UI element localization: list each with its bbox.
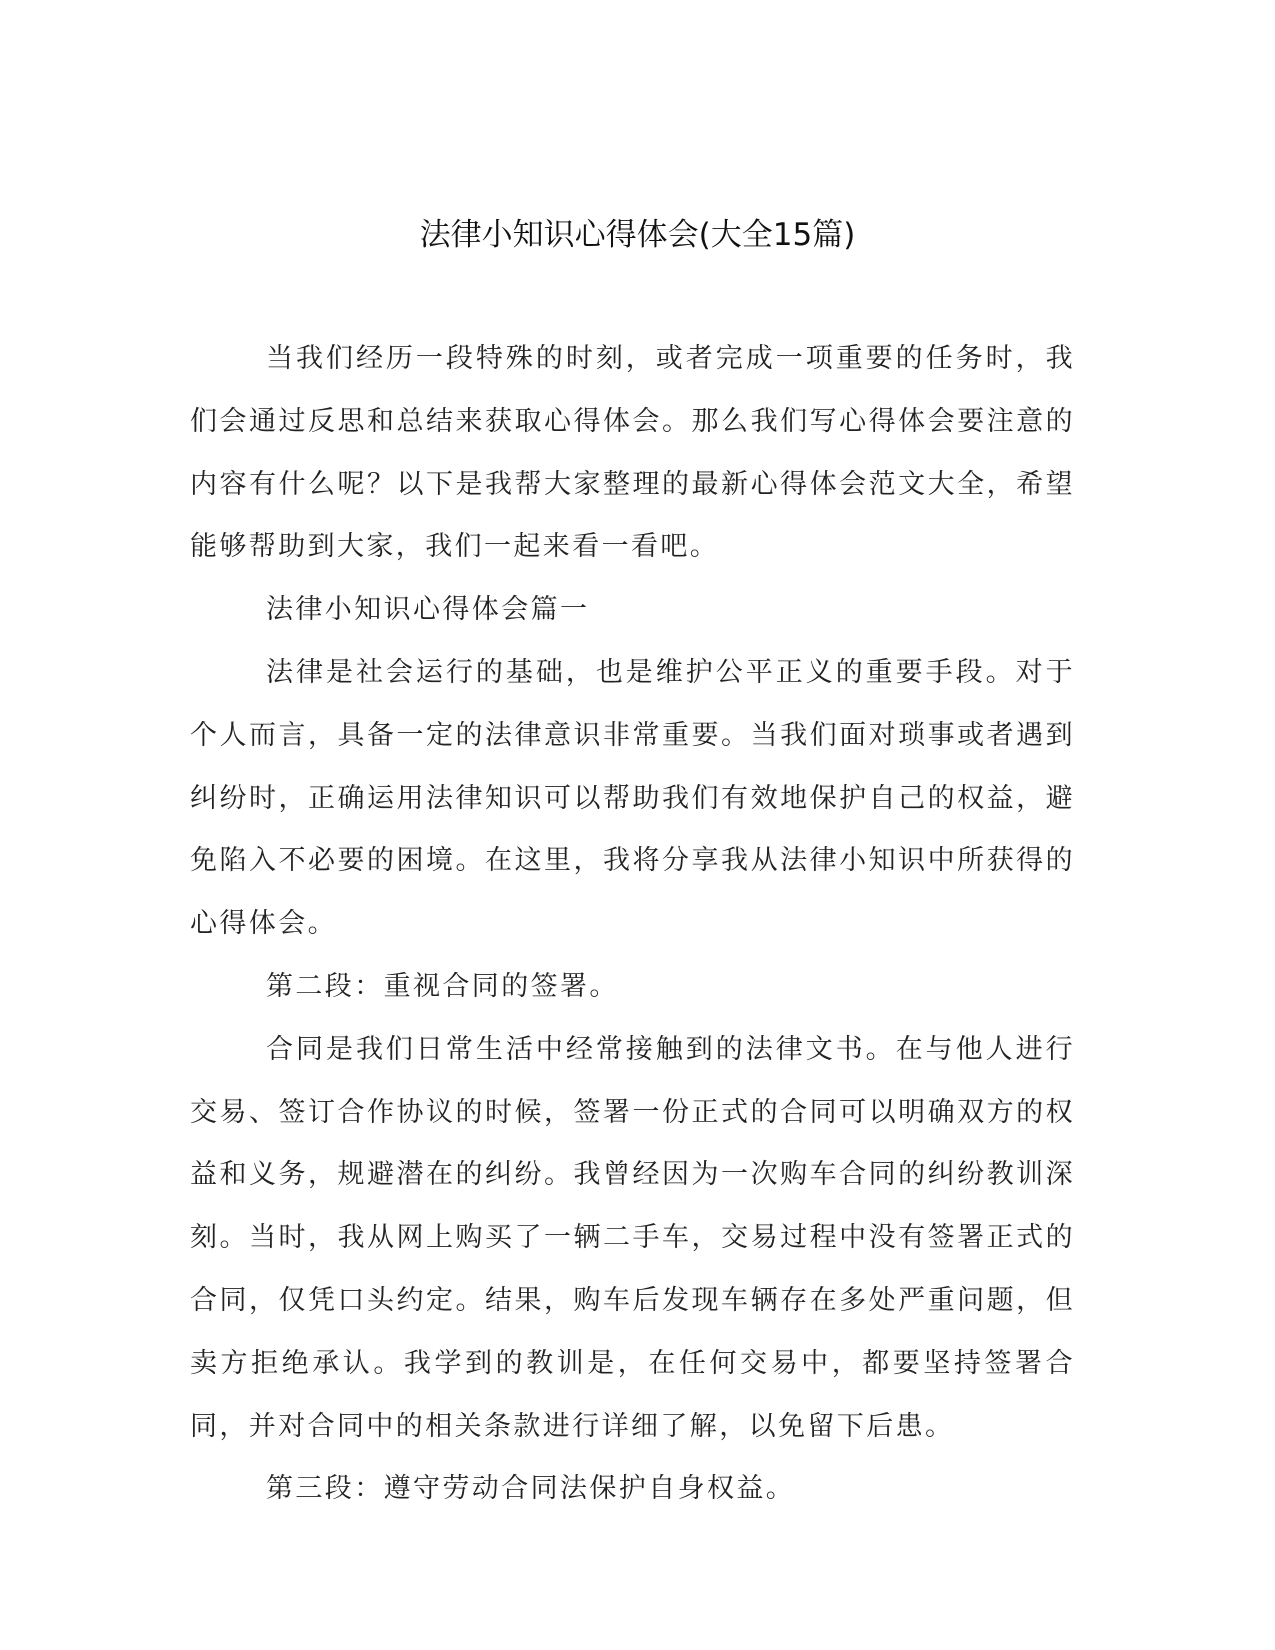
document-body xyxy=(190,328,1075,1521)
section-heading-third: 第三段：遵守劳动合同法保护自身权益。 xyxy=(266,1473,796,1505)
section-heading-part-one: 法律小知识心得体会篇一 xyxy=(266,594,590,626)
body-paragraph-law-foundation: 法律是社会运行的基础，也是维护公平正义的重要手段。对于个人而言，具备一定的法律意识非常重要。当我们面对琐事或者遇到纠纷时，正确运用法律知识可以帮助我们有效地保护自己的权益，避免陷入不必要的困境。在这里，我将分享我从法律小知识中所获得的心得体会。 xyxy=(190,656,1075,940)
document-title: 法律小知识心得体会(大全15篇) xyxy=(419,217,856,253)
intro-paragraph: 当我们经历一段特殊的时刻，或者完成一项重要的任务时，我们会通过反思和总结来获取心得体会。那么我们写心得体会要注意的内容有什么呢？以下是我帮大家整理的最新心得体会范文大全，希望能够帮助到大家，我们一起来看一看吧。 xyxy=(190,343,1075,563)
body-paragraph-contract: 合同是我们日常生活中经常接触到的法律文书。在与他人进行交易、签订合作协议的时候，签署一份正式的合同可以明确双方的权益和义务，规避潜在的纠纷。我曾经因为一次购车合同的纠纷教训深刻。当时，我从网上购买了一辆二手车，交易过程中没有签署正式的合同，仅凭口头约定。结果，购车后发现车辆存在多处严重问题，但卖方拒绝承认。我学到的教训是，在任何交易中，都要坚持签署合同，并对合同中的相关条款进行详细了解，以免留下后患。 xyxy=(190,1033,1075,1442)
section-heading-second: 第二段：重视合同的签署。 xyxy=(266,970,619,1002)
